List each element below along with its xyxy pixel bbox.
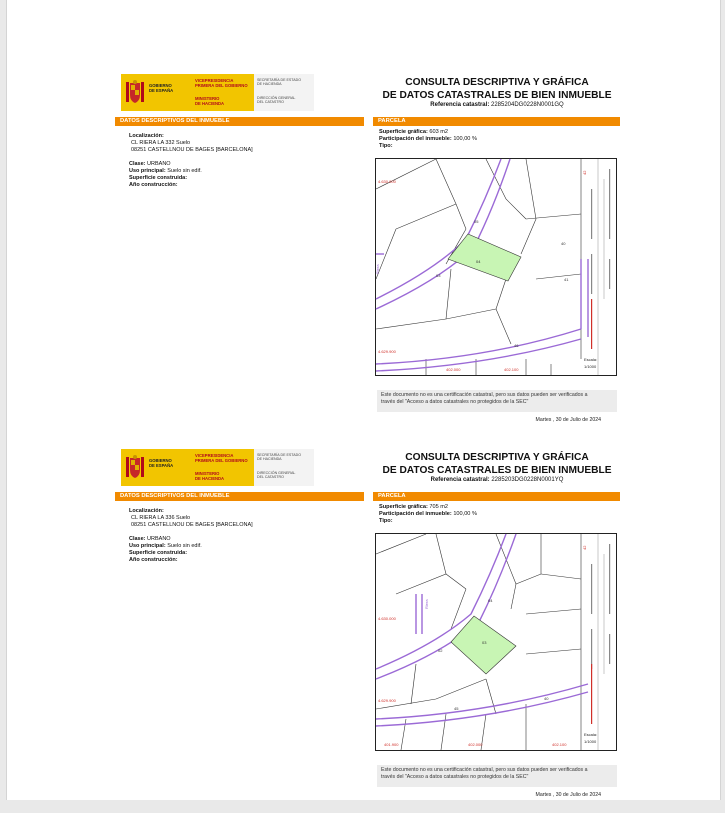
document-header	[115, 72, 620, 116]
clase-value: URBANO	[147, 536, 171, 542]
disclaimer-note: Este documento no es una certificación catastral, pero sus datos pueden ser verificados a través del "Acceso a datos catastrales no protegidos de la SEC"	[377, 390, 617, 412]
gov-label: GOBIERNO	[149, 83, 172, 88]
address-line: CL RIERA LA 336 Suelo	[131, 515, 191, 521]
scale-label: Escala:	[584, 732, 598, 737]
ministry-label: MINISTERIO	[195, 96, 220, 101]
catastro-document-2	[115, 447, 620, 813]
document-header	[115, 447, 620, 491]
secretary-label: SECRETARÍA DE ESTADO	[257, 453, 301, 457]
highlighted-parcel[interactable]	[451, 616, 516, 674]
coord-label: 402.100	[504, 367, 519, 372]
coord-label: 401.900	[384, 742, 399, 747]
participacion-label: Participación del inmueble:	[379, 511, 452, 517]
superficie-construida-label: Superficie construida:	[129, 175, 188, 181]
secretary-label: SECRETARÍA DE ESTADO	[257, 78, 301, 82]
coat-of-arms-icon	[125, 79, 145, 105]
superficie-grafica-value: 603 m2	[429, 129, 449, 135]
tipo-label: Tipo:	[379, 518, 393, 524]
superficie-grafica-label: Superficie gráfica:	[379, 504, 428, 510]
government-logo	[121, 449, 314, 486]
parcel-details	[379, 504, 619, 525]
coord-label: 4.630.000	[378, 179, 396, 184]
coord-label: 4.629.900	[378, 698, 396, 703]
coord-label: 402.000	[446, 367, 461, 372]
catastro-document-1	[115, 72, 620, 438]
address-line: CL RIERA LA 332 Suelo	[131, 140, 191, 146]
document-date: Martes , 30 de Julio de 2024	[535, 792, 601, 798]
clase-label: Clase:	[129, 536, 146, 542]
anio-label: Año construcción:	[129, 557, 178, 563]
parcel-map-svg	[376, 534, 616, 750]
neighbor-label: 41	[564, 277, 569, 282]
gov-label: DE ESPAÑA	[149, 88, 174, 93]
directorate-label: DIRECCIÓN GENERAL	[257, 471, 296, 475]
cadastral-reference-value: 2285204DG0228N0001GQ	[490, 102, 564, 108]
property-details	[129, 508, 359, 564]
coord-label: 402.100	[552, 742, 567, 747]
clase-value: URBANO	[147, 161, 171, 167]
neighbor-label: 40	[561, 241, 566, 246]
neighbor-label: 40	[544, 696, 549, 701]
neighbor-label: 05	[474, 219, 479, 224]
ministry-label: DE HACIENDA	[195, 476, 225, 482]
neighbor-label: 46	[514, 343, 519, 348]
participacion-value: 100,00 %	[453, 136, 477, 142]
sheet-label: 42	[582, 545, 587, 550]
participacion-value: 100,00 %	[453, 511, 477, 517]
cadastral-map[interactable]	[375, 533, 617, 751]
tipo-label: Tipo:	[379, 143, 393, 149]
localizacion-label: Localización:	[129, 133, 164, 139]
document-date: Martes , 30 de Julio de 2024	[535, 417, 601, 423]
cadastral-reference: Referencia catastral: 2285204DG0228N0001GQ	[430, 102, 564, 108]
directorate-label: DEL CATASTRO	[257, 100, 284, 105]
parcel-number-label: 04	[476, 259, 481, 264]
uso-label: Uso principal:	[129, 168, 166, 174]
localizacion-label: Localización:	[129, 508, 164, 514]
parcel-number-label: 03	[482, 640, 487, 645]
government-logo	[121, 74, 314, 111]
neighbor-label: 03	[436, 273, 441, 278]
coord-label: 402.000	[468, 742, 483, 747]
pdf-page[interactable]	[6, 0, 721, 800]
cadastral-map[interactable]	[375, 158, 617, 376]
ministry-label: MINISTERIO	[195, 471, 220, 476]
vice-label: PRIMERA DEL GOBIERNO	[195, 458, 248, 464]
neighbor-label: 45	[454, 706, 459, 711]
coord-label: 4.630.000	[378, 616, 396, 621]
ministry-label: DE HACIENDA	[195, 101, 225, 107]
vice-label: VICEPRESIDENCIA	[195, 78, 234, 83]
uso-value: Suelo sin edif.	[167, 168, 202, 174]
road-name: Riera	[424, 599, 429, 609]
secretary-label: DE HACIENDA	[257, 457, 282, 462]
directorate-label: DIRECCIÓN GENERAL	[257, 96, 296, 100]
neighbor-label: 04	[488, 598, 493, 603]
scale-value: 1/1000	[584, 739, 597, 744]
disclaimer-note: Este documento no es una certificación catastral, pero sus datos pueden ser verificados a través del "Acceso a datos catastrales no protegidos de la SEC"	[377, 765, 617, 787]
directorate-label: DEL CATASTRO	[257, 475, 284, 480]
gov-label: DE ESPAÑA	[149, 463, 174, 468]
coat-of-arms-icon	[125, 454, 145, 480]
road-name: Riera	[375, 264, 380, 274]
scale-label: Escala:	[584, 357, 598, 362]
section-bar-descriptive: DATOS DESCRIPTIVOS DEL INMUEBLE	[115, 117, 364, 126]
uso-value: Suelo sin edif.	[167, 543, 202, 549]
property-details	[129, 133, 359, 189]
neighbor-label: 02	[438, 648, 443, 653]
participacion-label: Participación del inmueble:	[379, 136, 452, 142]
parcel-details	[379, 129, 619, 150]
sheet-label: 42	[582, 170, 587, 175]
superficie-grafica-value: 705 m2	[429, 504, 449, 510]
parcel-map-svg	[376, 159, 616, 375]
document-title: CONSULTA DESCRIPTIVA Y GRÁFICA DE DATOS CATASTRALES DE BIEN INMUEBLE	[382, 452, 612, 476]
section-bar-parcel: PARCELA	[373, 117, 620, 126]
secretary-label: DE HACIENDA	[257, 82, 282, 87]
clase-label: Clase:	[129, 161, 146, 167]
section-bar-descriptive: DATOS DESCRIPTIVOS DEL INMUEBLE	[115, 492, 364, 501]
coord-label: 4.629.900	[378, 349, 396, 354]
superficie-grafica-label: Superficie gráfica:	[379, 129, 428, 135]
section-bar-parcel: PARCELA	[373, 492, 620, 501]
anio-label: Año construcción:	[129, 182, 178, 188]
vice-label: VICEPRESIDENCIA	[195, 453, 234, 458]
superficie-construida-label: Superficie construida:	[129, 550, 188, 556]
cadastral-reference-value: 2285203DG0228N0001YQ	[491, 477, 564, 483]
gov-label: GOBIERNO	[149, 458, 172, 463]
address-line: 08251 CASTELLNOU DE BAGES [BARCELONA]	[131, 147, 253, 153]
uso-label: Uso principal:	[129, 543, 166, 549]
address-line: 08251 CASTELLNOU DE BAGES [BARCELONA]	[131, 522, 253, 528]
scale-value: 1/1000	[584, 364, 597, 369]
vice-label: PRIMERA DEL GOBIERNO	[195, 83, 248, 89]
document-title: CONSULTA DESCRIPTIVA Y GRÁFICA DE DATOS CATASTRALES DE BIEN INMUEBLE	[382, 77, 612, 101]
cadastral-reference: Referencia catastral: 2285203DG0228N0001YQ	[430, 477, 564, 483]
